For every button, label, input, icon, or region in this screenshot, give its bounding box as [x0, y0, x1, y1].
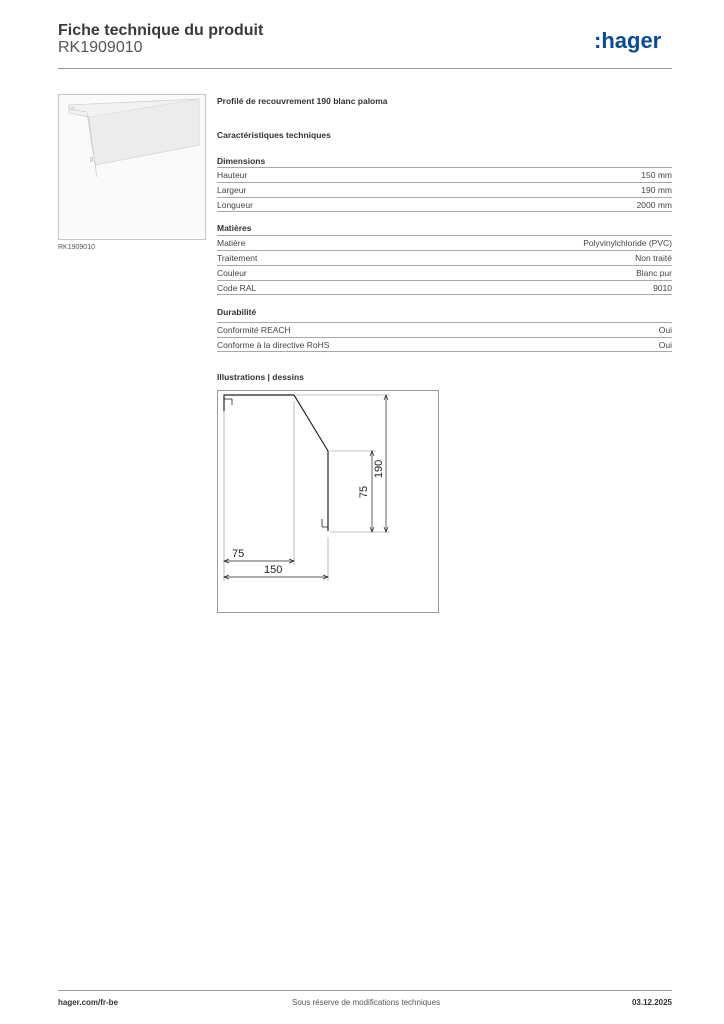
spec-value: Oui [658, 325, 672, 335]
footer-divider [58, 990, 672, 991]
spec-label: Hauteur [217, 170, 248, 180]
spec-label: Largeur [217, 185, 247, 195]
spec-value: 150 mm [641, 170, 672, 180]
product-name: Profilé de recouvrement 190 blanc paloma [217, 96, 388, 106]
spec-row [217, 235, 672, 250]
dimension-label-150: 150 [264, 564, 283, 576]
logo-text: :hager [594, 28, 662, 53]
dimension-label-75-horizontal: 75 [232, 548, 245, 560]
spec-value: 190 mm [641, 185, 672, 195]
spec-value: 9010 [653, 283, 672, 293]
document-title: Fiche technique du produit [58, 22, 264, 39]
spec-label: Conforme à la directive RoHS [217, 340, 330, 350]
spec-row [217, 250, 672, 265]
spec-row [217, 167, 672, 182]
dimensions-title: Dimensions [217, 156, 266, 166]
spec-row [217, 280, 672, 295]
spec-row [217, 197, 672, 212]
footer-date: 03.12.2025 [631, 998, 672, 1007]
characteristics-title: Caractéristiques techniques [217, 130, 331, 140]
product-reference: RK1909010 [58, 39, 143, 56]
spec-label: Couleur [217, 268, 247, 278]
spec-label: Matière [217, 238, 246, 248]
spec-row [217, 337, 672, 352]
durability-title: Durabilité [217, 307, 257, 317]
spec-row [217, 322, 672, 337]
spec-label: Conformité REACH [217, 325, 291, 335]
spec-value: Non traité [635, 253, 672, 263]
spec-label: Longueur [217, 200, 253, 210]
spec-label: Code RAL [217, 283, 257, 293]
dimension-label-75-vertical: 75 [358, 485, 370, 499]
spec-row [217, 182, 672, 197]
image-caption: RK1909010 [58, 244, 95, 251]
technical-drawing [217, 390, 439, 613]
header-divider [58, 68, 672, 69]
materials-title: Matières [217, 223, 252, 233]
hager-logo [594, 26, 674, 56]
dimension-drawing [218, 391, 438, 612]
product-image [58, 94, 206, 240]
footer-website-link[interactable]: hager.com/fr-be [58, 998, 119, 1007]
spec-value: Polyvinylchloride (PVC) [583, 238, 672, 248]
spec-value: Oui [658, 340, 672, 350]
footer-disclaimer: Sous réserve de modifications techniques [292, 998, 441, 1007]
spec-value: Blanc pur [636, 268, 672, 278]
spec-row [217, 265, 672, 280]
spec-value: 2000 mm [636, 200, 672, 210]
illustrations-title: Illustrations | dessins [217, 372, 304, 382]
dimension-label-190: 190 [373, 459, 385, 479]
profile-illustration [59, 95, 205, 239]
spec-label: Traitement [217, 253, 258, 263]
